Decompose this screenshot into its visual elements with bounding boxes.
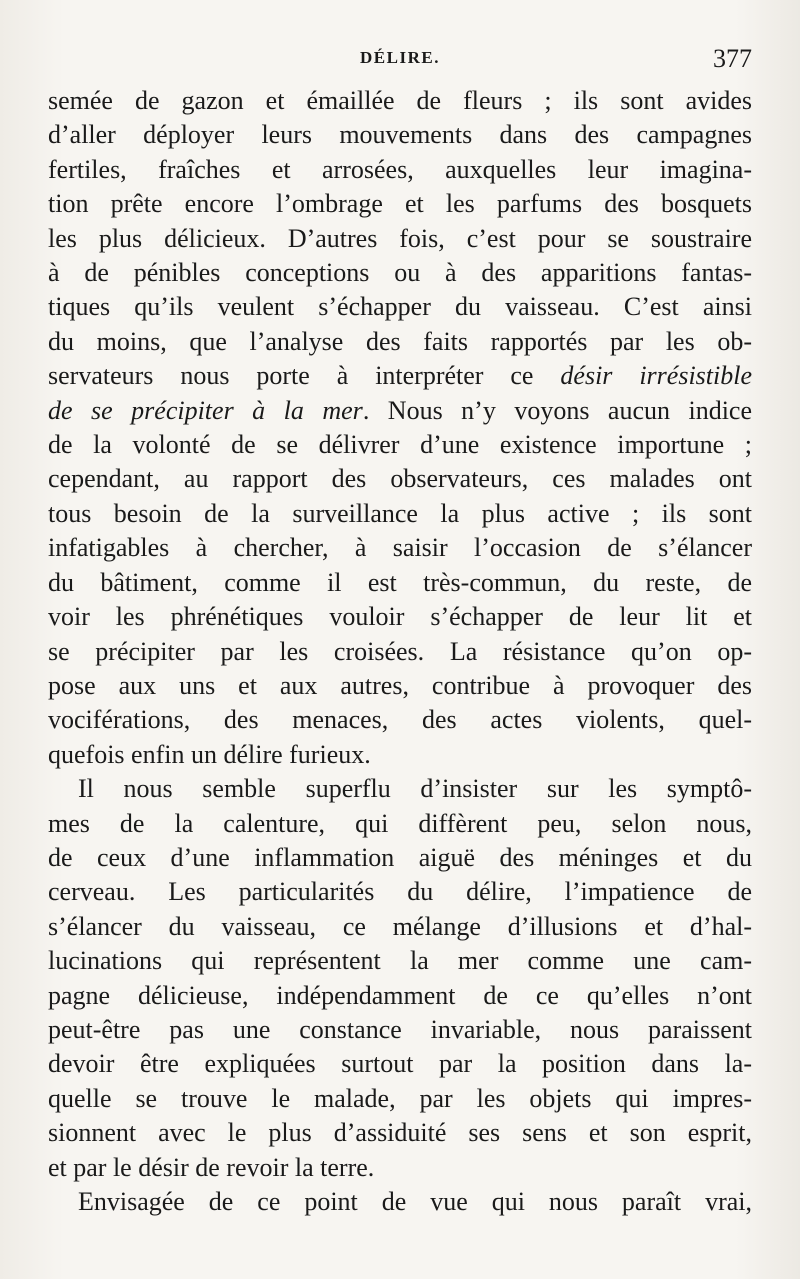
text-segment: infatigables à chercher, à saisir l’occasion de s’élancer bbox=[48, 533, 752, 563]
text-segment: Envisagée de ce point de vue qui nous paraît vrai, bbox=[78, 1187, 752, 1216]
text-segment: à de pénibles conceptions ou à des apparitions fantas- bbox=[48, 258, 752, 288]
text-segment: d’aller déployer leurs mouvements dans des campagnes bbox=[48, 120, 752, 150]
body-text bbox=[48, 84, 752, 1219]
text-line bbox=[48, 325, 752, 359]
text-segment: s’élancer du vaisseau, ce mélange d’illusions et d’hal- bbox=[48, 911, 752, 941]
text-line bbox=[48, 1082, 752, 1116]
italic-phrase: de se précipiter à la mer bbox=[48, 395, 363, 425]
text-line bbox=[48, 118, 752, 152]
text-segment: voir les phrénétiques vouloir s’échapper de leur lit et bbox=[48, 602, 752, 632]
text-segment: tous besoin de la surveillance la plus active ; ils sont bbox=[48, 498, 752, 528]
text-line bbox=[48, 910, 752, 944]
page-header bbox=[48, 44, 752, 78]
text-segment: se précipiter par les croisées. La résistance qu’on op- bbox=[48, 636, 752, 666]
text-segment: servateurs nous porte à interpréter ce bbox=[48, 361, 561, 391]
text-segment: de ceux d’une inflammation aiguë des méninges et du bbox=[48, 842, 752, 872]
text-line bbox=[48, 669, 752, 703]
text-line bbox=[48, 1151, 752, 1185]
text-line bbox=[48, 703, 752, 737]
text-segment: fertiles, fraîches et arrosées, auxquelles leur imagina- bbox=[48, 154, 752, 184]
text-segment: lucinations qui représentent la mer comme une cam- bbox=[48, 946, 752, 976]
text-segment: mes de la calenture, qui diffèrent peu, selon nous, bbox=[48, 808, 752, 838]
text-line bbox=[48, 1047, 752, 1081]
text-line bbox=[48, 944, 752, 978]
text-line bbox=[48, 187, 752, 221]
text-line bbox=[48, 222, 752, 256]
text-segment: quelle se trouve le malade, par les objets qui impres- bbox=[48, 1083, 752, 1113]
text-line bbox=[48, 153, 752, 187]
text-segment: du moins, que l’analyse des faits rapportés par les ob- bbox=[48, 326, 752, 356]
text-segment: sionnent avec le plus d’assiduité ses sens et son esprit, bbox=[48, 1118, 752, 1148]
text-line bbox=[48, 1116, 752, 1150]
text-segment: tiques qu’ils veulent s’échapper du vaisseau. C’est ainsi bbox=[48, 292, 752, 322]
text-segment: cependant, au rapport des observateurs, ces malades ont bbox=[48, 464, 752, 494]
text-line bbox=[48, 635, 752, 669]
text-line bbox=[48, 256, 752, 290]
text-line bbox=[48, 875, 752, 909]
text-segment: cerveau. Les particularités du délire, l’impatience de bbox=[48, 877, 752, 907]
text-line bbox=[48, 394, 752, 428]
italic-phrase: désir irrésistible bbox=[560, 361, 753, 391]
text-line bbox=[48, 566, 752, 600]
text-line bbox=[48, 462, 752, 496]
page-number: 377 bbox=[713, 44, 752, 73]
text-line bbox=[48, 1185, 752, 1219]
text-segment: de la volonté de se délivrer d’une existence importune ; bbox=[48, 430, 752, 460]
text-line bbox=[48, 841, 752, 875]
text-line bbox=[48, 359, 752, 393]
text-segment: quefois enfin un délire furieux. bbox=[48, 739, 371, 769]
text-segment: tion prête encore l’ombrage et les parfums des bosquets bbox=[48, 189, 752, 219]
text-line bbox=[48, 1013, 752, 1047]
text-segment: Il nous semble superflu d’insister sur les symptô- bbox=[78, 774, 752, 804]
text-segment: devoir être expliquées surtout par la position dans la- bbox=[48, 1049, 752, 1079]
text-segment: peut-être pas une constance invariable, nous paraissent bbox=[48, 1014, 752, 1044]
text-line bbox=[48, 772, 752, 806]
text-segment: . Nous n’y voyons aucun indice bbox=[362, 395, 753, 425]
text-line bbox=[48, 84, 752, 118]
text-segment: les plus délicieux. D’autres fois, c’est pour se soustraire bbox=[48, 223, 752, 253]
text-line bbox=[48, 600, 752, 634]
running-head: DÉLIRE. bbox=[360, 48, 440, 67]
text-segment: semée de gazon et émaillée de fleurs ; ils sont avides bbox=[48, 86, 752, 115]
text-line bbox=[48, 807, 752, 841]
text-line bbox=[48, 979, 752, 1013]
text-segment: vociférations, des menaces, des actes violents, quel- bbox=[48, 705, 752, 735]
text-segment: pose aux uns et aux autres, contribue à provoquer des bbox=[48, 670, 752, 700]
text-line bbox=[48, 428, 752, 462]
text-line bbox=[48, 531, 752, 565]
text-segment: pagne délicieuse, indépendamment de ce qu’elles n’ont bbox=[48, 980, 752, 1010]
text-line bbox=[48, 738, 752, 772]
text-line bbox=[48, 290, 752, 324]
text-segment: du bâtiment, comme il est très-commun, du reste, de bbox=[48, 567, 752, 597]
text-segment: et par le désir de revoir la terre. bbox=[48, 1152, 375, 1182]
text-line bbox=[48, 497, 752, 531]
